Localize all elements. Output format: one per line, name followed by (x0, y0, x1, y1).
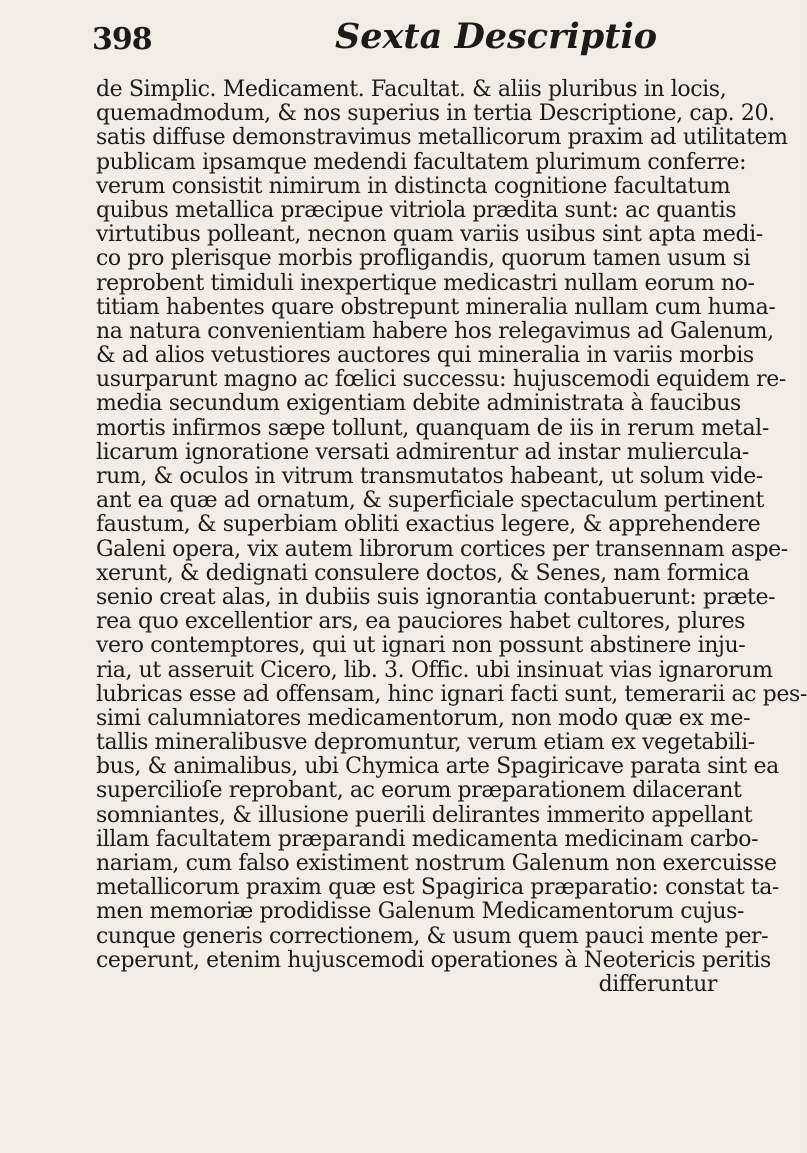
text-line: faustum, & superbiam obliti exactius legere, & apprehendere (96, 512, 761, 538)
text-line: cunque generis correctionem, & usum quem pauci mente per- (96, 923, 769, 949)
text-line: usurparunt magno ac fœlici successu: hujuscemodi equidem re- (96, 367, 786, 393)
text-line: Galeni opera, vix autem librorum cortices per transennam aspe- (96, 536, 788, 562)
text-line: verum consistit nimirum in distincta cognitione facultatum (96, 173, 731, 199)
text-line: illam facultatem præparandi medicamenta medicinam carbo- (96, 826, 759, 852)
text-line: nariam, cum falso existiment nostrum Galenum non exercuisse (96, 851, 777, 876)
catchword: differuntur (598, 971, 717, 997)
text-line: men memoriæ prodidisse Galenum Medicamentorum cujus- (96, 899, 745, 925)
text-line: virtutibus polleant, necnon quam variis usibus sint apta medi- (96, 222, 763, 248)
text-line: metallicorum praxim quæ est Spagirica præparatio: constat ta- (96, 875, 779, 901)
text-line: rum, & oculos in vitrum transmutatos habeant, ut solum vide- (96, 464, 763, 489)
text-line: bus, & animalibus, ubi Chymica arte Spagiricave parata sint ea (96, 754, 779, 780)
text-line: rea quo excellentior ars, ea pauciores habet cultores, plures (96, 609, 745, 635)
text-line: supercilioſe reprobant, ac eorum præparationem dilacerant (96, 778, 742, 804)
text-line: reprobent timiduli inexpertique medicastri nullam eorum no- (96, 270, 755, 296)
text-line: & ad alios vetustiores auctores qui mineralia in variis morbis (96, 343, 754, 369)
body-text (96, 77, 807, 997)
text-line: ria, ut asseruit Cicero, lib. 3. Offic. ubi insinuat vias ignarorum (96, 657, 773, 683)
text-line: titiam habentes quare obstrepunt mineralia nullam cum huma- (96, 294, 776, 320)
text-line: xerunt, & dedignati consulere doctos, & Senes, nam formica (96, 560, 750, 586)
page-header (0, 12, 800, 64)
text-line: co pro plerisque morbis profligandis, quorum tamen usum si (96, 246, 751, 272)
text-line: media secundum exigentiam debite administrata à faucibus (96, 391, 741, 417)
text-line: quemadmodum, & nos superius in tertia Descriptione, cap. 20. (96, 101, 775, 127)
text-line: vero contemptores, qui ut ignari non possunt abstinere inju- (96, 633, 746, 659)
text-line: na natura convenientiam habere hos relegavimus ad Galenum, (96, 318, 774, 344)
text-line: mortis infirmos sæpe tollunt, quanquam de iis in rerum metal- (96, 415, 769, 441)
text-line: licarum ignoratione versati admirentur ad instar muliercula- (96, 439, 749, 465)
text-line: ant ea quæ ad ornatum, & superficiale spectaculum pertinent (96, 488, 764, 514)
text-line: satis diffuse demonstravimus metallicorum praxim ad utilitatem (96, 125, 788, 151)
text-line: publicam ipsamque medendi facultatem plurimum conferre: (96, 149, 747, 175)
page-number: 398 (92, 22, 152, 57)
text-line: ceperunt, etenim hujuscemodi operationes à Neotericis peritis (96, 947, 771, 973)
text-line: somniantes, & illusione puerili delirantes immerito appellant (96, 802, 753, 828)
text-line: simi calumniatores medicamentorum, non modo quæ ex me- (96, 705, 751, 731)
text-line: tallis mineralibusve depromuntur, verum etiam ex vegetabili- (96, 730, 755, 756)
text-line: de Simplic. Medicament. Facultat. & aliis pluribus in locis, (96, 77, 727, 102)
text-line: lubricas esse ad offensam, hinc ignari facti sunt, temerarii ac pes- (96, 681, 807, 707)
text-line: senio creat alas, in dubiis suis ignorantia contabuerunt: præte- (96, 584, 776, 610)
running-head: Sexta Descriptio (335, 16, 658, 57)
text-line: quibus metallica præcipue vitriola prædita sunt: ac quantis (96, 197, 737, 223)
